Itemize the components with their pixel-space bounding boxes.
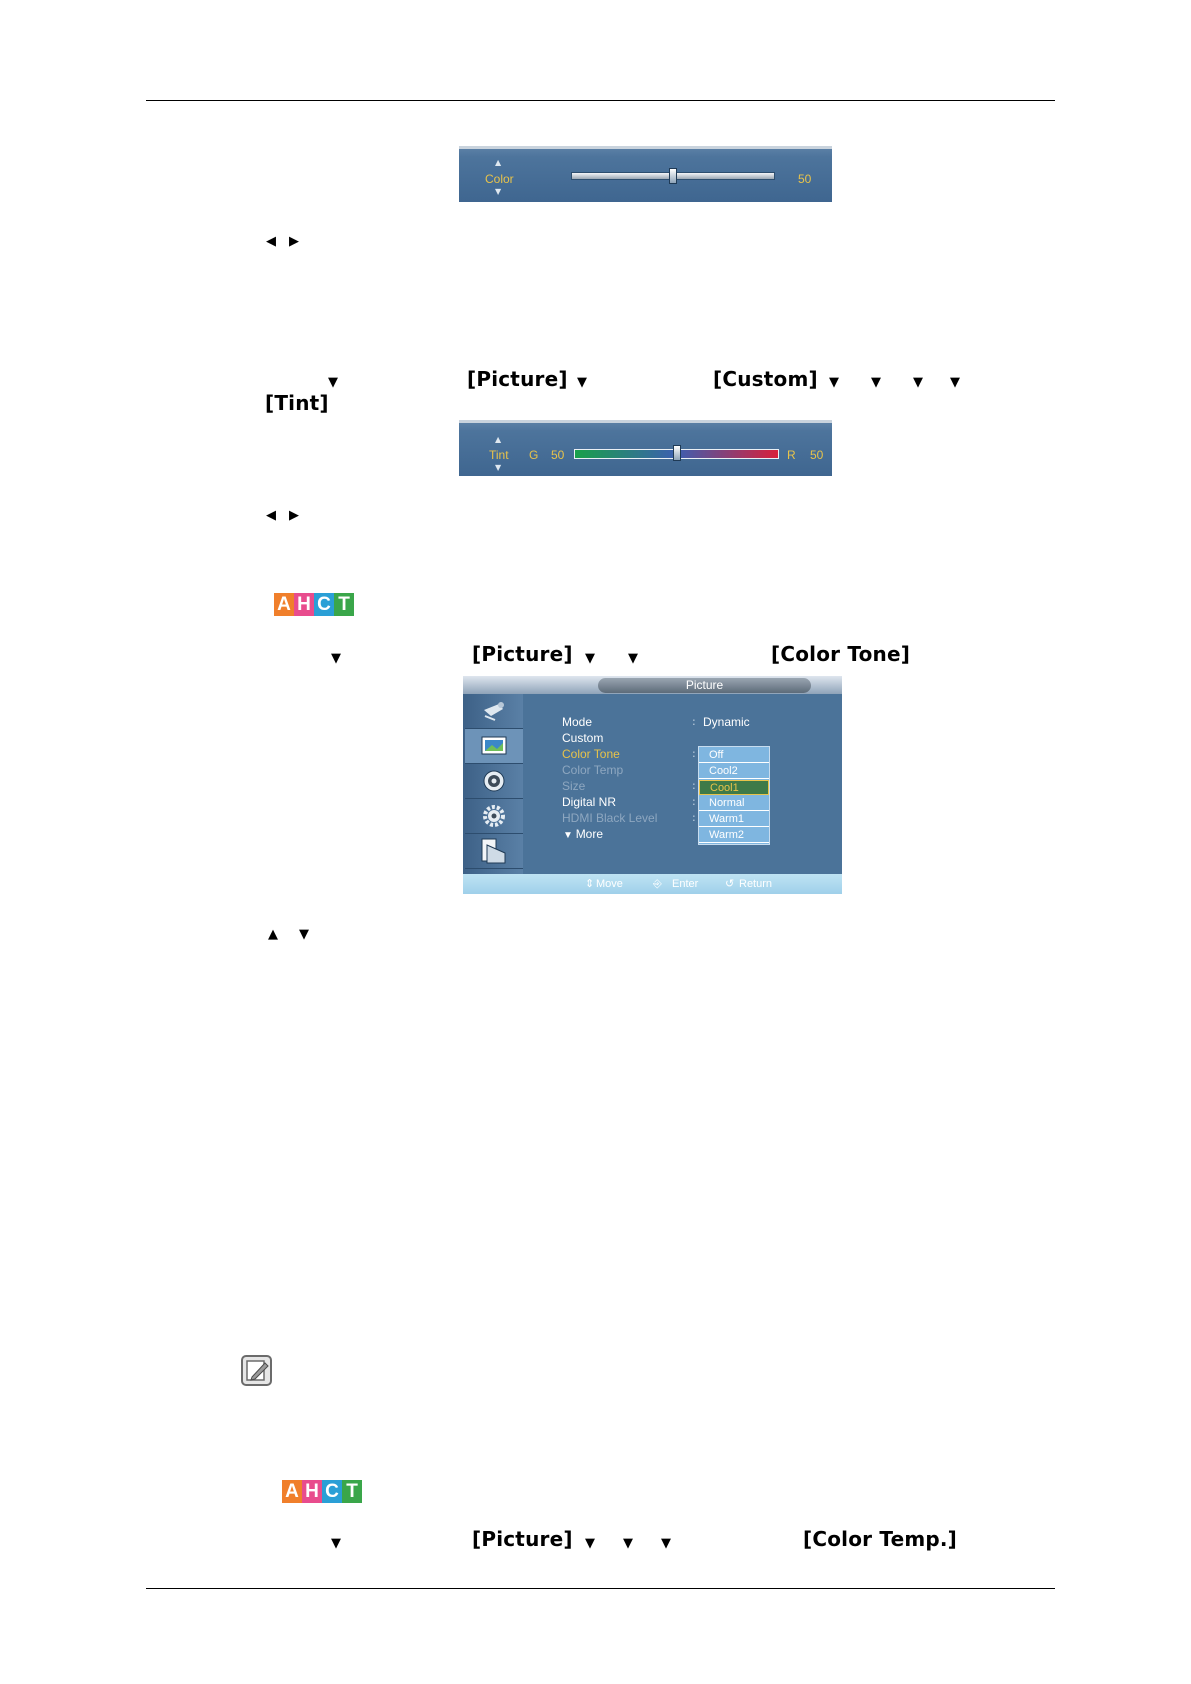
custom-menu-ref: [Custom]	[713, 367, 818, 391]
tint-menu-ref: [Tint]	[265, 391, 329, 415]
down-arrow-icon: ▼	[577, 375, 587, 390]
down-arrow-icon: ▼	[331, 651, 341, 666]
menu-item[interactable]	[562, 763, 623, 777]
left-arrow-icon: ◀	[266, 234, 276, 249]
color-tone-menu-ref: [Color Tone]	[771, 642, 911, 666]
menu-item[interactable]	[562, 811, 657, 825]
menu-item-label: Color Tone	[562, 747, 620, 761]
menu-item[interactable]	[562, 795, 616, 809]
tint-r-value: 50	[810, 448, 824, 462]
ahct-badge	[282, 1480, 362, 1503]
menu-item-label: Mode	[562, 715, 593, 729]
footer-move: Move	[596, 878, 623, 890]
menu-item[interactable]	[562, 731, 603, 745]
badge-letter: A	[274, 593, 294, 616]
note-icon	[241, 1355, 272, 1386]
down-arrow-icon: ▼	[585, 1536, 595, 1551]
dropdown-option[interactable]: Off	[699, 748, 769, 763]
picture-menu	[463, 676, 842, 894]
down-arrow-icon: ▼	[623, 1536, 633, 1551]
badge-letter: C	[314, 593, 334, 616]
tint-g-value: 50	[551, 448, 565, 462]
menu-title: Picture	[598, 678, 811, 693]
left-arrow-icon: ◀	[266, 508, 276, 523]
ahct-badge	[274, 593, 354, 616]
return-icon: ↺	[725, 878, 735, 890]
down-arrow-icon: ▼	[585, 651, 595, 666]
menu-sidebar	[463, 694, 523, 874]
menu-item-label: Digital NR	[562, 795, 617, 809]
dropdown-option[interactable]: Warm1	[699, 812, 769, 827]
badge-letter: H	[294, 593, 314, 616]
footer-enter: Enter	[672, 878, 699, 890]
badge-letter: A	[282, 1480, 302, 1503]
picture-menu-ref: [Picture]	[472, 642, 573, 666]
move-icon: ⇕	[585, 878, 595, 890]
down-arrow-icon: ▼	[950, 375, 960, 390]
down-arrow-icon: ▼	[328, 375, 338, 390]
dropdown-option[interactable]: Normal	[699, 796, 769, 811]
menu-colon: :	[692, 795, 696, 808]
tint-g-label: G	[529, 448, 539, 462]
menu-item[interactable]	[563, 827, 603, 843]
color-tone-dropdown[interactable]	[698, 746, 770, 845]
more-arrow-icon: ▼	[563, 830, 576, 841]
footer-return: Return	[739, 878, 773, 890]
tint-r-label: R	[787, 448, 796, 462]
menu-item[interactable]	[562, 715, 592, 729]
down-arrow-icon: ▼	[661, 1536, 671, 1551]
color-osd-bar	[459, 146, 832, 202]
up-arrow-icon: ▲	[495, 158, 502, 167]
tint-slider-thumb[interactable]	[673, 445, 681, 461]
right-arrow-icon: ▶	[289, 508, 299, 523]
menu-colon: :	[692, 747, 696, 760]
color-value: 50	[798, 172, 812, 186]
enter-icon: ⎆	[653, 878, 662, 890]
menu-item-label: Color Temp	[562, 763, 624, 777]
picture-icon[interactable]	[465, 729, 523, 764]
down-arrow-icon: ▼	[331, 1536, 341, 1551]
right-arrow-icon: ▶	[289, 234, 299, 249]
color-label: Color	[485, 172, 514, 186]
setup-gear-icon[interactable]	[465, 799, 523, 834]
dropdown-option[interactable]: Cool1	[699, 780, 769, 795]
down-arrow-icon: ▼	[871, 375, 881, 390]
menu-item-label: HDMI Black Level	[562, 811, 658, 825]
dropdown-option[interactable]: Warm2	[699, 828, 769, 843]
sound-icon[interactable]	[465, 764, 523, 799]
tint-osd-bar	[459, 420, 832, 476]
up-arrow-icon: ▲	[495, 435, 502, 444]
down-arrow-icon: ▼	[829, 375, 839, 390]
up-arrow-icon: ▲	[268, 927, 278, 942]
down-arrow-icon: ▼	[628, 651, 638, 666]
menu-item-label: Custom	[562, 731, 604, 745]
down-arrow-icon: ▼	[299, 927, 309, 942]
menu-footer	[463, 874, 842, 894]
menu-item-label: More	[575, 827, 604, 841]
down-arrow-icon: ▼	[495, 187, 502, 196]
input-icon[interactable]	[465, 694, 523, 729]
multi-control-icon[interactable]	[465, 834, 523, 869]
badge-letter: T	[334, 593, 354, 616]
menu-title-bar	[463, 676, 842, 694]
menu-colon: :	[692, 715, 696, 728]
badge-letter: H	[302, 1480, 322, 1503]
color-slider-thumb[interactable]	[669, 168, 677, 184]
picture-menu-ref: [Picture]	[472, 1527, 573, 1551]
dropdown-option[interactable]: Cool2	[699, 764, 769, 779]
down-arrow-icon: ▼	[495, 463, 502, 472]
tint-label: Tint	[489, 448, 509, 462]
menu-item-label: Size	[562, 779, 586, 793]
footer-rule	[146, 1588, 1055, 1589]
menu-colon: :	[692, 779, 696, 792]
badge-letter: C	[322, 1480, 342, 1503]
header-rule	[146, 100, 1055, 101]
down-arrow-icon: ▼	[913, 375, 923, 390]
menu-item[interactable]	[562, 747, 620, 761]
picture-menu-ref: [Picture]	[467, 367, 568, 391]
menu-item[interactable]	[562, 779, 585, 793]
badge-letter: T	[342, 1480, 362, 1503]
color-temp-menu-ref: [Color Temp.]	[803, 1527, 958, 1551]
menu-item-value: Dynamic	[703, 715, 750, 729]
menu-colon: :	[692, 811, 696, 824]
